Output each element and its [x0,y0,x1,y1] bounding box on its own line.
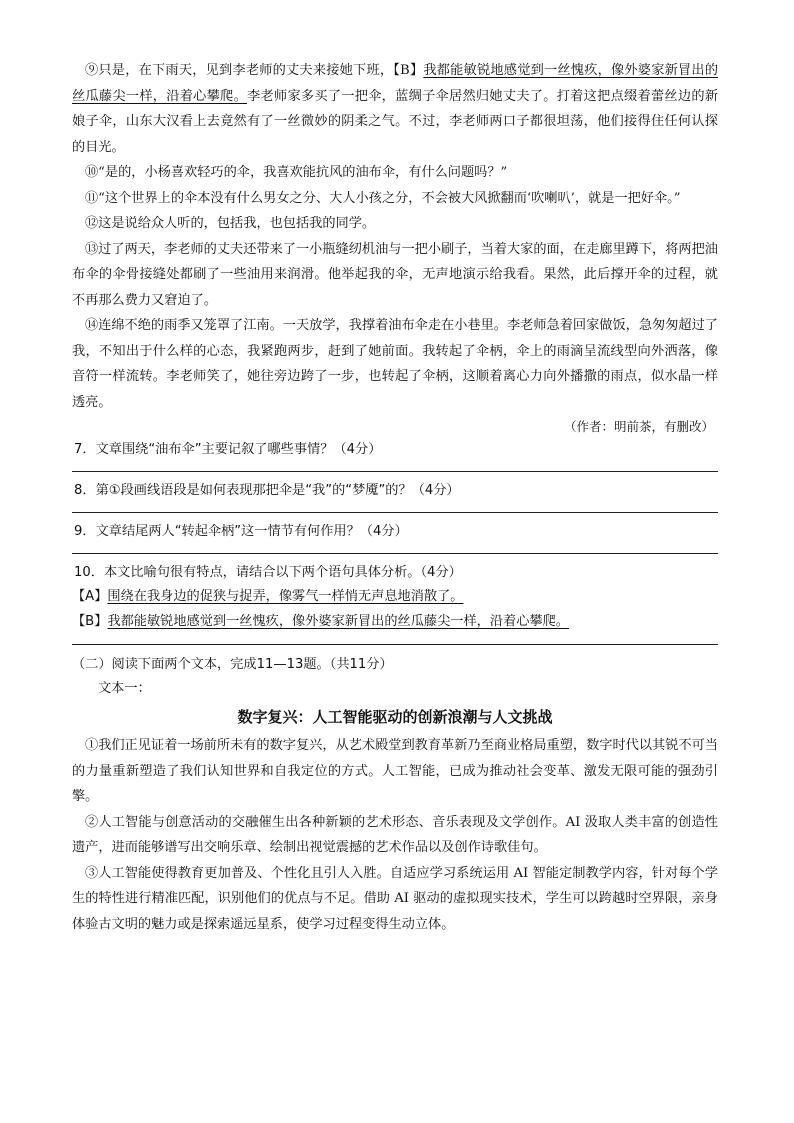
p9-prefix: ⑨只是，在下雨天，见到李老师的丈夫来接她下班，【B】 [85,63,424,78]
answer-line-10[interactable] [72,634,718,645]
story-paragraph-12: ⑫这是说给众人听的，包括我，也包括我的同学。 [85,216,376,231]
quote-a-label: 【A】 [72,589,108,604]
story-paragraph-14: ⑭连绵不绝的雨季又笼罩了江南。一天放学，我撑着油布伞走在小巷里。李老师急着回家做饭，急匆匆超过了我，不知出于什么样的心态，我紧跑两步，赶到了她前面。我转起了伞柄，伞上的雨滴呈流线型向外洒落，像音符一样流转。李老师笑了，她往旁边跨了一步，也转起了伞柄，这顺着离心力向外播撒的雨点，似水晶一样透亮。 [72,318,718,410]
quote-a-text: 围绕在我身边的促狭与捉弄，像雾气一样悄无声息地消散了。 [107,589,464,604]
question-7: 7．文章围绕“油布伞”主要记叙了哪些事情？（4分） [74,442,382,457]
quote-b-label: 【B】 [72,614,108,629]
answer-line-7[interactable] [72,461,718,472]
section-2-heading: （二）阅读下面两个文本，完成11—13题。（共11分） [72,657,393,672]
question-9: 9．文章结尾两人“转起伞柄”这一情节有何作用？（4分） [74,524,408,539]
answer-line-9[interactable] [72,543,718,554]
exam-page [72,58,718,937]
text-1-label: 文本一： [98,681,151,696]
quote-b-text: 我都能敏锐地感觉到一丝愧疚，像外婆家新冒出的丝瓜藤尖一样，沿着心攀爬。 [107,614,569,629]
story-paragraph-11: ⑪“这个世界上的伞本没有什么男女之分、大人小孩之分，不会被大风掀翻而‘吹喇叭’，就是一把好伞。” [85,190,681,206]
author-note: （作者：明前茶，有删改） [563,419,714,434]
question-8: 8．第①段画线语段是如何表现那把伞是“我”的“梦魇”的？（4分） [74,483,460,498]
article-paragraph-3: ③人工智能使得教育更加普及、个性化且引人入胜。自适应学习系统运用 AI 智能定制教学内容，针对每个学生的特性进行精准匹配，识别他们的优点与不足。借助 AI 驱动的虚拟现实技术，学生可以跨越时空界限，亲身体验古文明的魅力或是探索遥远星系，使学习过程变得生动立体。 [72,865,718,932]
p9-underlined-sentence: 我都能敏锐地感觉到一丝愧疚，像外婆家新冒出的丝瓜藤尖一样，沿着心攀爬。 [72,63,719,104]
story-paragraph-13: ⑬过了两天，李老师的丈夫还带来了一小瓶缝纫机油与一把小刷子，当着大家的面，在走廊里蹲下，将两把油布伞的伞骨接缝处都刷了一些油用来润滑。他举起我的伞，无声地演示给我看。果然，此后撑开伞的过程，就不再那么费力又窘迫了。 [72,241,718,308]
quote-b [72,609,718,634]
question-10: 10．本文比喻句很有特点，请结合以下两个语句具体分析。（4分） [74,565,462,580]
story-paragraph-9 [72,58,718,160]
article-title: 数字复兴：人工智能驱动的创新浪潮与人文挑战 [237,708,553,726]
article-paragraph-1: ①我们正见证着一场前所未有的数字复兴，从艺术殿堂到教育革新乃至商业格局重塑，数字时代以其锐不可当的力量重新塑造了我们认知世界和自我定位的方式。人工智能，已成为推动社会变革、激发无限可能的强劲引擎。 [72,738,718,804]
p9-rest: 李老师家多买了一把伞，蓝绸子伞居然归她丈夫了。打着这把点缀着蕾丝边的新娘子伞，山东大汉看上去竟然有了一丝微妙的阴柔之气。不过，李老师两口子都很坦荡，他们接得住任何认探的目光。 [72,88,719,155]
quote-a [72,584,718,609]
article-paragraph-2: ②人工智能与创意活动的交融催生出各种新颖的艺术形态、音乐表现及文学创作。AI 汲取人类丰富的创造性遗产，进而能够谱写出交响乐章、绘制出视觉震撼的艺术作品以及创作诗歌佳句。 [72,814,718,855]
story-paragraph-10: ⑩“是的，小杨喜欢轻巧的伞，我喜欢能抗风的油布伞，有什么问题吗？” [85,165,508,180]
answer-line-8[interactable] [72,502,718,513]
